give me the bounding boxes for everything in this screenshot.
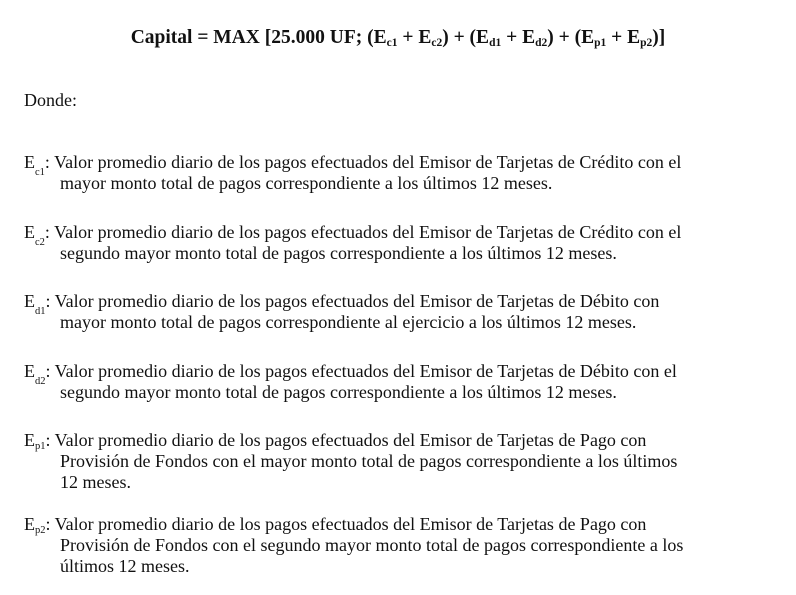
formula-prefix: Capital = MAX [25.000 UF; (E — [130, 27, 387, 48]
symbol-subscript: d2 — [35, 376, 46, 387]
definition-ed2 — [24, 361, 766, 403]
definition-first-line — [24, 514, 766, 535]
definition-symbol — [24, 514, 46, 535]
definition-line-2: mayor monto total de pagos correspondiente a los últimos 12 meses. — [60, 173, 553, 193]
formula-sub-c2: c2 — [431, 37, 443, 49]
formula-sub-d1: d1 — [489, 37, 502, 49]
formula-plus-2: + E — [501, 27, 536, 48]
definition-first-line — [24, 152, 766, 178]
definition-line-2: Provisión de Fondos con el segundo mayor monto total de pagos correspondiente a los — [60, 535, 684, 555]
formula-plus-3: + E — [606, 27, 641, 48]
definition-line-1: : Valor promedio diario de los pagos efectuados del Emisor de Tarjetas de Crédito con el — [44, 222, 682, 242]
symbol-letter: E — [24, 152, 35, 172]
definition-first-line — [24, 291, 766, 317]
symbol-subscript: p1 — [35, 441, 46, 452]
definition-first-line — [24, 361, 766, 387]
formula-mid-1: ) + (E — [442, 27, 490, 48]
definition-ec1 — [24, 152, 766, 194]
symbol-subscript: c1 — [35, 167, 45, 178]
definition-symbol — [24, 430, 46, 451]
definition-symbol — [24, 291, 46, 317]
definition-ed1 — [24, 291, 766, 333]
definition-line-1: : Valor promedio diario de los pagos efectuados del Emisor de Tarjetas de Pago con — [45, 430, 647, 450]
definition-line-1: : Valor promedio diario de los pagos efectuados del Emisor de Tarjetas de Débito con el — [45, 361, 677, 381]
definition-ec2 — [24, 222, 766, 264]
definition-line-3: 12 meses. — [60, 472, 131, 492]
definition-symbol — [24, 222, 45, 248]
formula-sub-p2: p2 — [640, 37, 653, 49]
formula-mid-2: ) + (E — [547, 27, 595, 48]
definition-symbol — [24, 152, 45, 178]
capital-formula — [0, 26, 796, 50]
symbol-letter: E — [24, 291, 35, 311]
definition-ep2 — [24, 514, 766, 577]
definition-first-line — [24, 430, 766, 451]
symbol-subscript: p2 — [35, 525, 46, 536]
symbol-letter: E — [24, 361, 35, 381]
formula-sub-c1: c1 — [386, 37, 398, 49]
definition-line-2: segundo mayor monto total de pagos correspondiente a los últimos 12 meses. — [60, 382, 617, 402]
definition-line-2: segundo mayor monto total de pagos correspondiente a los últimos 12 meses. — [60, 243, 617, 263]
symbol-letter: E — [24, 222, 35, 242]
definition-line-3: últimos 12 meses. — [60, 556, 190, 576]
definition-line-1: : Valor promedio diario de los pagos efectuados del Emisor de Tarjetas de Débito con — [45, 291, 660, 311]
definition-symbol — [24, 361, 46, 387]
symbol-letter: E — [24, 430, 35, 450]
definition-ep1 — [24, 430, 766, 493]
definition-first-line — [24, 222, 766, 248]
formula-sub-p1: p1 — [594, 37, 607, 49]
formula-plus-1: + E — [397, 27, 432, 48]
formula-sub-d2: d2 — [535, 37, 548, 49]
definition-line-1: : Valor promedio diario de los pagos efectuados del Emisor de Tarjetas de Crédito con el — [44, 152, 682, 172]
symbol-letter: E — [24, 514, 35, 534]
donde-label: Donde: — [24, 90, 77, 110]
definition-line-2: Provisión de Fondos con el mayor monto total de pagos correspondiente a los últimos — [60, 451, 678, 471]
definition-line-2: mayor monto total de pagos correspondiente al ejercicio a los últimos 12 meses. — [60, 312, 637, 332]
formula-suffix: )] — [652, 27, 666, 48]
symbol-subscript: d1 — [35, 306, 46, 317]
symbol-subscript: c2 — [35, 237, 45, 248]
definition-line-1: : Valor promedio diario de los pagos efectuados del Emisor de Tarjetas de Pago con — [45, 514, 647, 534]
